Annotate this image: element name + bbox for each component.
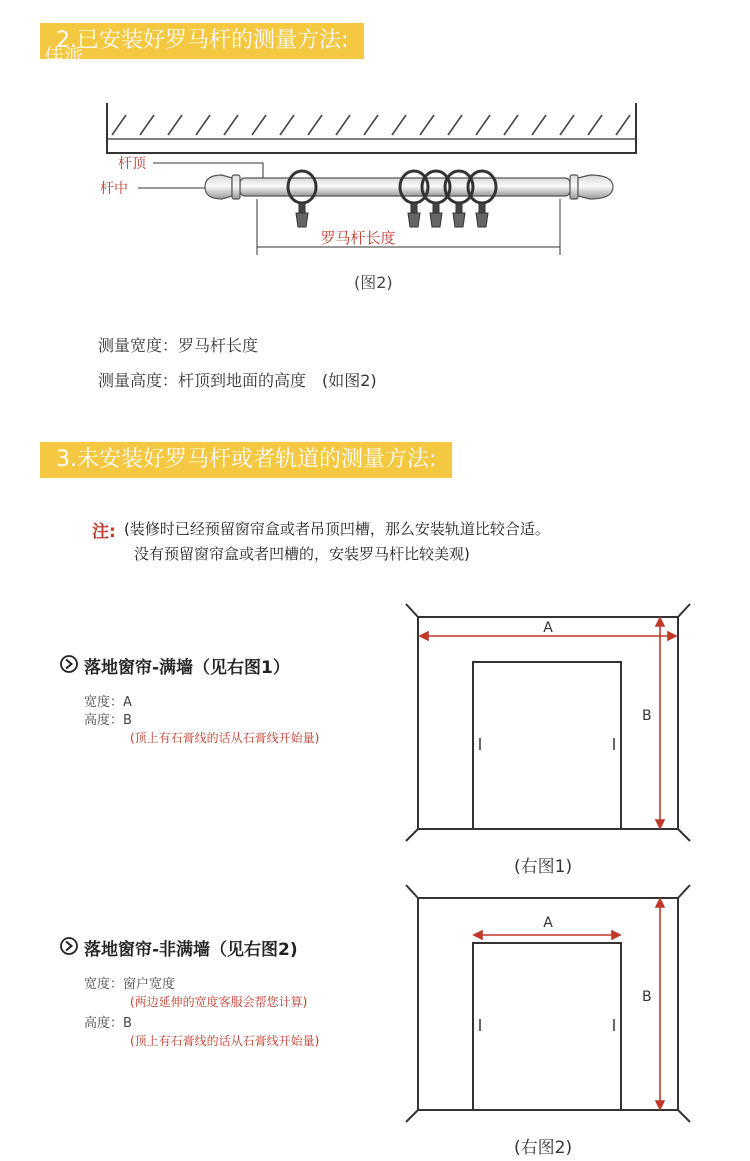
figure2-caption: (图2) xyxy=(354,273,393,292)
case2-height-note: (顶上有石膏线的话从石膏线开始量) xyxy=(130,1034,320,1048)
label-rod-mid: 杆中 xyxy=(100,181,128,197)
case2-width-note: (两边延伸的宽度客服会帮您计算) xyxy=(130,995,308,1009)
case1-width: 宽度：A xyxy=(84,695,132,710)
ceiling xyxy=(107,103,636,153)
arrow-circle-icon xyxy=(60,655,80,675)
diagram2-label-b: B xyxy=(642,989,652,1005)
case1-height: 高度：B xyxy=(84,713,132,728)
case2-heading: 落地窗帘-非满墙（见右图2) xyxy=(84,940,298,960)
diagram1-caption: (右图1) xyxy=(514,857,573,877)
diagram1-label-a: A xyxy=(543,620,553,636)
note-label: 注: xyxy=(92,522,116,542)
diagram1-label-b: B xyxy=(642,708,652,724)
wall-diagram-2 xyxy=(400,881,700,1131)
measure-width-text: 测量宽度：罗马杆长度 xyxy=(98,336,259,355)
label-rod-top: 杆顶 xyxy=(118,156,146,172)
measure-height-text: 测量高度：杆顶到地面的高度 (如图2) xyxy=(98,371,377,390)
roman-rod xyxy=(205,175,613,199)
section3-title-banner xyxy=(40,442,452,478)
wall-diagram-1 xyxy=(400,600,700,850)
watermark-text: 佳派 xyxy=(44,44,84,68)
case2-height: 高度：B xyxy=(84,1016,132,1031)
arrow-circle-icon xyxy=(60,937,80,957)
section3-title: 3.未安装好罗马杆或者轨道的测量方法: xyxy=(56,447,437,472)
curtain-rod-diagram xyxy=(0,95,750,365)
case1-heading: 落地窗帘-满墙（见右图1） xyxy=(84,658,290,678)
label-rod-length: 罗马杆长度 xyxy=(320,229,396,247)
diagram2-label-a: A xyxy=(543,915,553,931)
case2-width: 宽度：窗户宽度 xyxy=(84,977,176,992)
section2-title-banner xyxy=(40,23,364,59)
watermark xyxy=(44,40,84,69)
note-line-1: (装修时已经预留窗帘盒或者吊顶凹槽，那么安装轨道比较合适。 xyxy=(124,520,550,538)
ring-clips xyxy=(296,203,488,227)
case1-note: (顶上有石膏线的话从石膏线开始量) xyxy=(130,731,320,745)
note-line-2: 没有预留窗帘盒或者凹槽的，安装罗马杆比较美观) xyxy=(134,545,470,563)
diagram2-caption: (右图2) xyxy=(514,1138,573,1158)
section2-title: 2.已安装好罗马杆的测量方法: xyxy=(56,28,349,53)
